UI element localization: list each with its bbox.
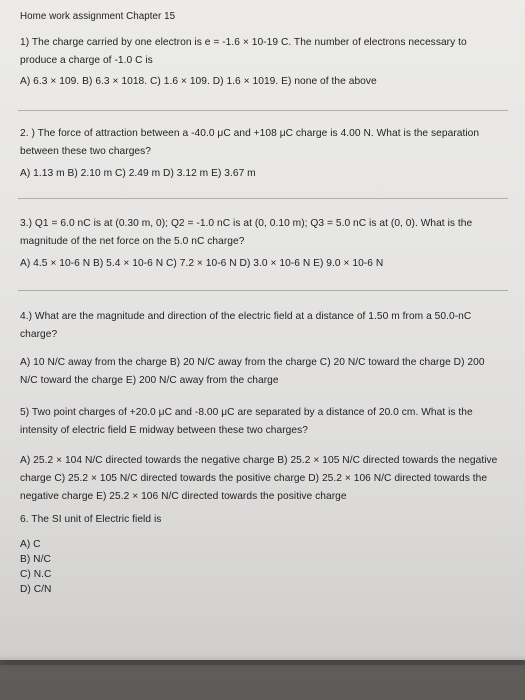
divider-line — [18, 110, 508, 111]
question-5-answer-line-1: A) 25.2 × 104 N/C directed towards the negative charge B) 25.2 × 105 N/C directed towards the negative — [20, 455, 498, 466]
question-3-line-1: 3.) Q1 = 6.0 nC is at (0.30 m, 0); Q2 = -1.0 nC is at (0, 0.10 m); Q3 = 5.0 nC is at (0, 0). What is the — [20, 218, 473, 229]
divider-line — [18, 290, 508, 291]
question-6-option-a: A) C — [20, 539, 41, 550]
question-5-line-1: 5) Two point charges of +20.0 μC and -8.00 μC are separated by a distance of 20.0 cm. What is the — [20, 407, 473, 418]
question-6-option-b: B) N/C — [20, 554, 51, 565]
question-6-option-c: C) N.C — [20, 569, 52, 580]
question-4-line-1: 4.) What are the magnitude and direction of the electric field at a distance of 1.50 m from a 50.0-nC — [20, 311, 472, 322]
question-2-line-2: between these two charges? — [20, 146, 151, 157]
question-1-answer-line-1: A) 6.3 × 109. B) 6.3 × 1018. C) 1.6 × 109. D) 1.6 × 1019. E) none of the above — [20, 76, 377, 87]
question-6-line-1: 6. The SI unit of Electric field is — [20, 514, 162, 525]
question-4-answer-line-1: A) 10 N/C away from the charge B) 20 N/C away from the charge C) 20 N/C toward the charge D) 200 — [20, 357, 485, 368]
question-5-answer-line-2: charge C) 25.2 × 105 N/C directed towards the positive charge D) 25.2 × 106 N/C directed towards the — [20, 473, 488, 484]
question-2-answer-line-1: A) 1.13 m B) 2.10 m C) 2.49 m D) 3.12 m E) 3.67 m — [20, 168, 256, 179]
question-3-text — [20, 215, 472, 251]
document-title: Home work assignment Chapter 15 — [20, 11, 176, 22]
divider-line — [18, 198, 508, 199]
question-3-line-2: magnitude of the net force on the 5.0 nC charge? — [20, 236, 245, 247]
question-4-answer-line-2: N/C toward the charge E) 200 N/C away from the charge — [20, 375, 279, 386]
question-4-text — [20, 308, 471, 344]
question-1-line-1: 1) The charge carried by one electron is e = -1.6 × 10-19 C. The number of electrons necessary to — [20, 37, 467, 48]
question-1-text — [20, 34, 467, 70]
question-4-line-2: charge? — [20, 329, 58, 340]
question-6-text — [20, 511, 161, 529]
question-6-option-d: D) C/N — [20, 584, 52, 595]
question-3-answers — [20, 255, 383, 273]
question-4-answers — [20, 354, 485, 390]
question-2-answers — [20, 165, 256, 183]
question-1-line-2: produce a charge of -1.0 C is — [20, 55, 153, 66]
question-2-line-1: 2. ) The force of attraction between a -40.0 μC and +108 μC charge is 4.00 N. What is the separation — [20, 128, 480, 139]
question-2-text — [20, 125, 479, 161]
question-5-answers — [20, 452, 497, 506]
question-5-text — [20, 404, 473, 440]
paper-edge-shadow — [0, 655, 525, 665]
question-5-answer-line-3: negative charge E) 25.2 × 106 N/C directed towards the positive charge — [20, 491, 347, 502]
question-3-answer-line-1: A) 4.5 × 10-6 N B) 5.4 × 10-6 N C) 7.2 × 10-6 N D) 3.0 × 10-6 N E) 9.0 × 10-6 N — [20, 258, 384, 269]
question-6-answers — [20, 537, 51, 597]
question-5-line-2: intensity of electric field E midway between these two charges? — [20, 425, 308, 436]
question-1-answers — [20, 73, 377, 91]
